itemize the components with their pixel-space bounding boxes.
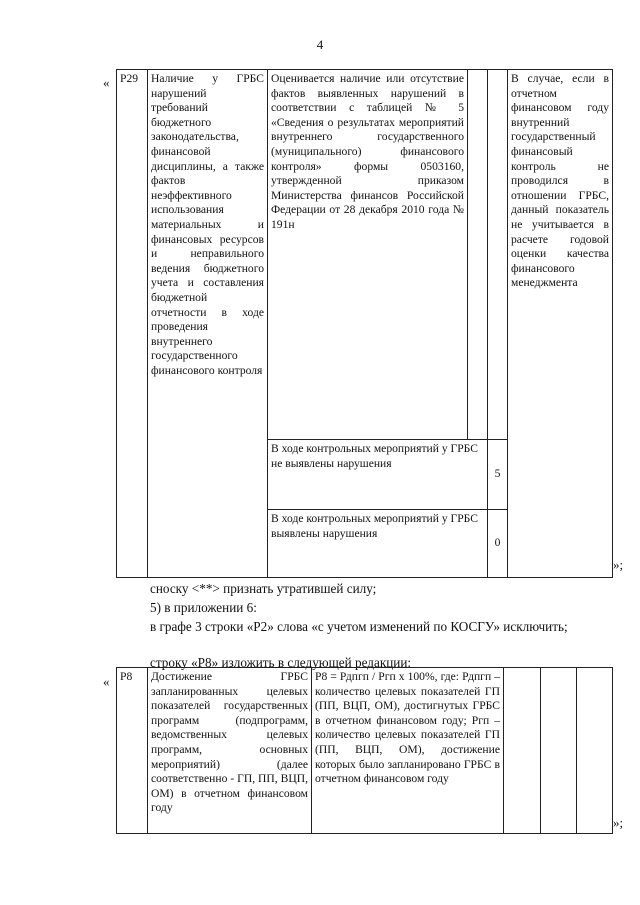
sub-row-text: В ходе контрольных мероприятий у ГРБС выявлены нарушения (268, 510, 488, 578)
close-quote: »; (613, 815, 624, 830)
indicator-code: Р29 (117, 70, 148, 578)
paragraph-footnote: сноску <**> признать утратившей силу; (150, 581, 377, 596)
indicator-table-r29 (116, 69, 613, 578)
empty-cell (541, 668, 577, 834)
indicator-table-r8 (116, 667, 613, 834)
empty-cell (504, 668, 541, 834)
table-row (117, 668, 613, 834)
empty-cell (468, 70, 488, 440)
page-number: 4 (316, 37, 324, 52)
sub-row-text: В ходе контрольных мероприятий у ГРБС не выявлены нарушения (268, 440, 488, 510)
sub-row-score: 5 (488, 440, 508, 510)
indicator-note: В случае, если в отчетном финансовом году внутренний государственный финансовый контроль не проводился в отношении ГРБС, данный показатель не учитывается в расчете годовой оценки качества финансового менеджмента (508, 70, 613, 578)
indicator-name: Наличие у ГРБС нарушений требований бюджетного законодательства, финансовой дисциплины, а также фактов неэффективного использования материальных и финансовых ресурсов и неправильного ведения бюджетного учета и составления бюджетной отчетности в ходе проведения внутреннего государственного финансового контроля (148, 70, 268, 578)
open-quote: « (103, 674, 110, 689)
indicator-formula: Оценивается наличие или отсутствие фактов выявленных нарушений в соответствии с таблицей № 5 «Сведения о результатах мероприятий внутреннего государственного (муниципального) финансового контроля» формы 0503160, утвержденной приказом Министерства финансов Российской Федерации от 28 декабря 2010 года № 191н (268, 70, 468, 440)
paragraph-r2-change: в графе 3 строки «Р2» слова «с учетом изменений по КОСГУ» исключить; (150, 619, 568, 634)
indicator-code: Р8 (117, 668, 148, 834)
table-row (117, 70, 613, 440)
empty-cell (577, 668, 613, 834)
close-quote: »; (613, 557, 624, 572)
indicator-name: Достижение ГРБС запланированных целевых показателей государственных программ (подпрограмм, ведомственных целевых программ, основных мероприятий) (далее соответственно - ГП, ПП, ВЦП, ОМ) в отчетном финансовом году (148, 668, 312, 834)
open-quote: « (103, 75, 110, 90)
empty-cell (488, 70, 508, 440)
paragraph-appendix-6: 5) в приложении 6: (150, 600, 257, 615)
sub-row-score: 0 (488, 510, 508, 578)
indicator-formula: Р8 = Рдпгп / Ргп х 100%, где: Рдпгп – количество целевых показателей ГП (ПП, ВЦП, ОМ), достигнутых ГРБС в отчетном финансовом году; Ргп – количество целевых показателей ГП (ПП, ВЦП, ОМ), достижение которых было запланировано ГРБС в отчетном финансовом году (312, 668, 504, 834)
paragraph-r8-intro: строку «Р8» изложить в следующей редакции: (150, 655, 412, 670)
